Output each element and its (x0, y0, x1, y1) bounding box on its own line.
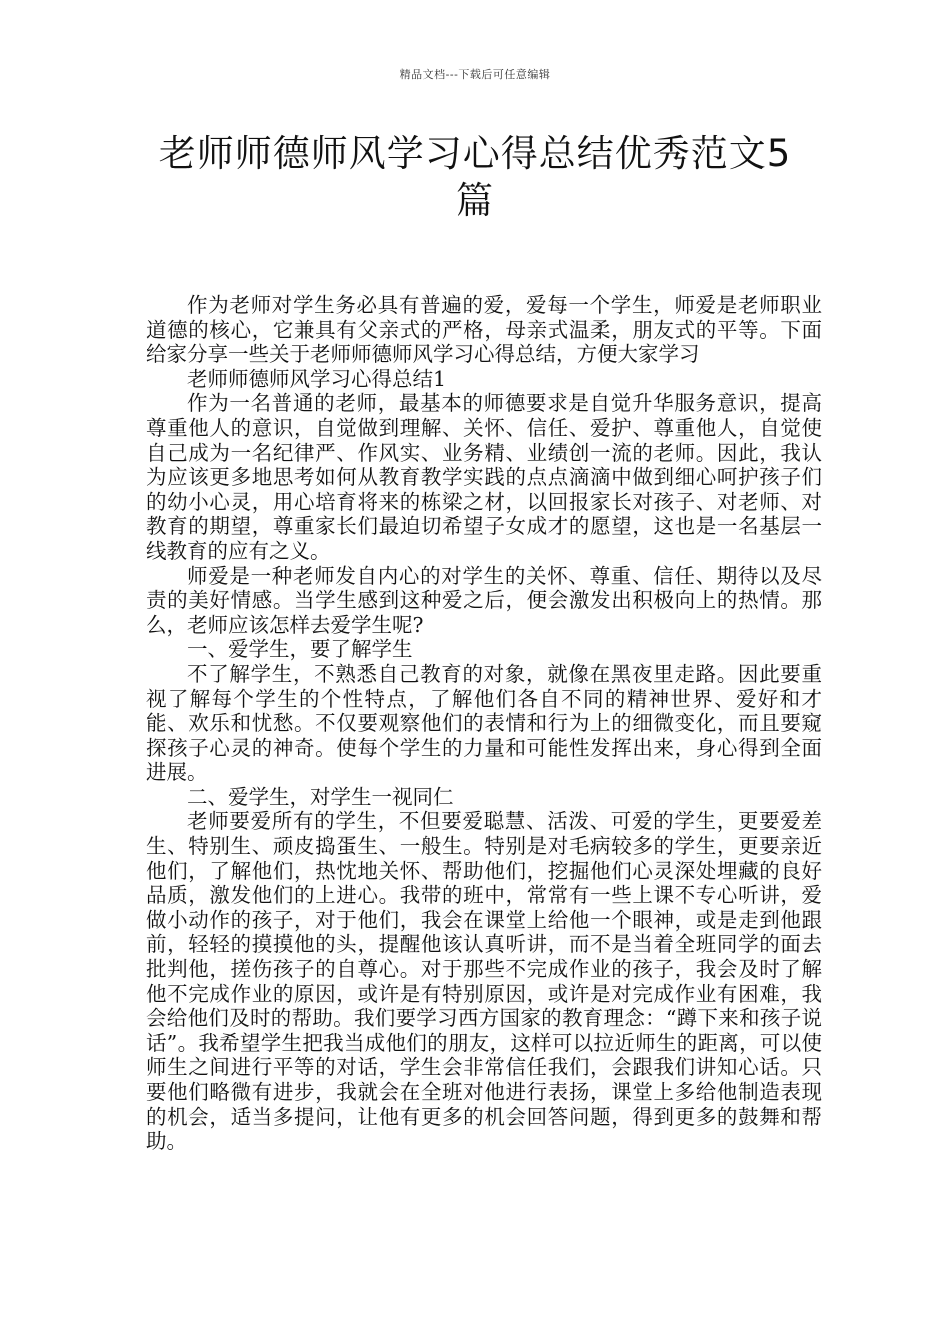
subheading-love-equal: 二、爱学生，对学生一视同仁 (187, 784, 454, 809)
document-body (146, 293, 822, 1154)
subheading-love-understand: 一、爱学生，要了解学生 (187, 637, 413, 662)
body-paragraph: 老师要爱所有的学生，不但要爱聪慧、活泼、可爱的学生，更要爱差生、特别生、顽皮捣蛋生、一般生。特别是对毛病较多的学生，更要亲近他们，了解他们，热忱地关怀、帮助他们，挖掘他们心灵深处埋藏的良好品质，激发他们的上进心。我带的班中，常常有一些上课不专心听讲，爱做小动作的孩子，对于他们，我会在课堂上给他一个眼神，或是走到他跟前，轻轻的摸摸他的头，提醒他该认真听讲，而不是当着全班同学的面去批判他，搓伤孩子的自尊心。对于那些不完成作业的孩子，我会及时了解他不完成作业的原因，或许是有特别原因，或许是对完成作业有困难，我会给他们及时的帮助。我们要学习西方国家的教育理念：“蹲下来和孩子说话”。我希望学生把我当成他们的朋友，这样可以拉近师生的距离，可以使师生之间进行平等的对话，学生会非常信任我们，会跟我们讲知心话。只要他们略微有进步，我就会在全班对他进行表扬，课堂上多给他制造表现的机会，适当多提问，让他有更多的机会回答问题，得到更多的鼓舞和帮助。 (146, 809, 822, 1154)
body-paragraph: 不了解学生，不熟悉自己教育的对象，就像在黑夜里走路。因此要重视了解每个学生的个性特点，了解他们各自不同的精神世界、爱好和才能、欢乐和忧愁。不仅要观察他们的表情和行为上的细微变化，而且要窥探孩子心灵的神奇。使每个学生的力量和可能性发挥出来，身心得到全面进展。 (146, 661, 822, 785)
header-note: 精品文档---下载后可任意编辑 (399, 68, 551, 81)
intro-paragraph: 作为老师对学生务必具有普遍的爱，爱每一个学生，师爱是老师职业道德的核心，它兼具有父亲式的严格，母亲式温柔，朋友式的平等。下面给家分享一些关于老师师德师风学习心得总结，方便大家学习 (146, 293, 822, 367)
document-title: 老师师德师风学习心得总结优秀范文5篇 (158, 132, 792, 222)
body-paragraph: 师爱是一种老师发自内心的对学生的关怀、尊重、信任、期待以及尽责的美好情感。当学生感到这种爱之后，便会激发出积极向上的热情。那么，老师应该怎样去爱学生呢? (146, 563, 822, 637)
body-paragraph: 作为一名普通的老师，最基本的师德要求是自觉升华服务意识，提高尊重他人的意识，自觉做到理解、关怀、信任、爱护、尊重他人，自觉使自己成为一名纪律严、作风实、业务精、业绩创一流的老师。因此，我认为应该更多地思考如何从教育教学实践的点点滴滴中做到细心呵护孩子们的幼小心灵，用心培育将来的栋梁之材，以回报家长对孩子、对老师、对教育的期望，尊重家长们最迫切希望子女成才的愿望，这也是一名基层一线教育的应有之义。 (146, 391, 822, 563)
section-heading-1: 老师师德师风学习心得总结1 (187, 366, 447, 391)
